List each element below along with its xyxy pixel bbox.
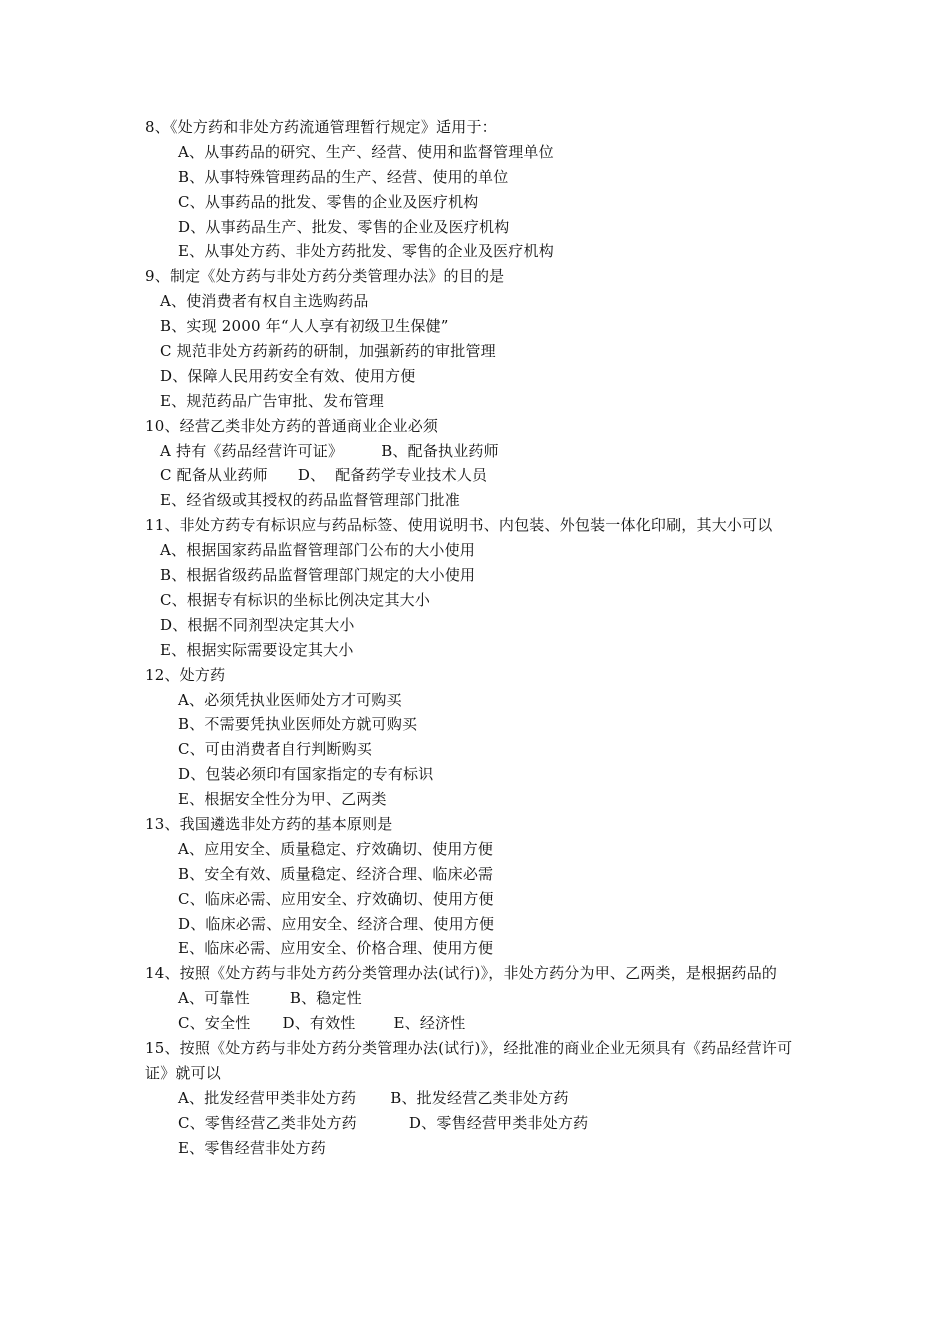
question-10-option-c: C 配备从业药师 [160, 466, 268, 485]
question-10-options-row-1 [145, 439, 810, 464]
question-12-option-e: E、根据安全性分为甲、乙两类 [178, 790, 387, 809]
question-14-option-a: A、可靠性 [178, 989, 250, 1008]
question-15-option-c: C、零售经营乙类非处方药 [178, 1113, 357, 1132]
question-13-stem: 13、我国遴选非处方药的基本原则是 [145, 814, 393, 833]
question-11-option-d: D、根据不同剂型决定其大小 [160, 615, 355, 634]
question-15-options-row-2 [145, 1111, 810, 1136]
question-10-option-b: B、配备执业药师 [381, 441, 499, 460]
question-11-option-c: C、根据专有标识的坐标比例决定其大小 [160, 590, 431, 609]
question-15-option-b: B、批发经营乙类非处方药 [390, 1088, 569, 1107]
question-14-option-c: C、安全性 [178, 1014, 251, 1033]
question-14-option-e: E、经济性 [393, 1014, 466, 1033]
question-13-option-d: D、临床必需、应用安全、经济合理、使用方便 [178, 914, 495, 933]
question-list [145, 115, 810, 1160]
question-9-option-a: A、使消费者有权自主选购药品 [160, 292, 369, 311]
question-8-option-a: A、从事药品的研究、生产、经营、使用和监督管理单位 [178, 142, 554, 161]
question-11-option-a: A、根据国家药品监督管理部门公布的大小使用 [160, 541, 476, 560]
question-14-options-row-1 [145, 986, 810, 1011]
question-13-option-c: C、临床必需、应用安全、疗效确切、使用方便 [178, 889, 494, 908]
question-15-stem: 15、按照《处方药与非处方药分类管理办法(试行)》，经批准的商业企业无须具有《药品经营许可证》就可以 [145, 1038, 793, 1082]
question-12-option-c: C、可由消费者自行判断购买 [178, 740, 373, 759]
question-14-options-row-2 [145, 1011, 810, 1036]
question-8-option-c: C、从事药品的批发、零售的企业及医疗机构 [178, 192, 479, 211]
question-13-option-e: E、临床必需、应用安全、价格合理、使用方便 [178, 939, 494, 958]
question-14-option-d: D、有效性 [282, 1014, 356, 1033]
question-14-stem: 14、按照《处方药与非处方药分类管理办法(试行)》，非处方药分为甲、乙两类，是根据药品的 [145, 964, 778, 983]
question-10-options-row-2 [145, 463, 810, 488]
question-11-stem: 11、非处方药专有标识应与药品标签、使用说明书、内包装、外包装一体化印刷，其大小可以 [145, 516, 773, 535]
question-8-option-d: D、从事药品生产、批发、零售的企业及医疗机构 [178, 217, 510, 236]
question-15-options-row-1 [145, 1086, 810, 1111]
question-15-option-a: A、批发经营甲类非处方药 [178, 1088, 357, 1107]
question-10-stem: 10、经营乙类非处方药的普通商业企业必须 [145, 416, 439, 435]
question-10-option-d: D、 配备药学专业技术人员 [297, 466, 488, 485]
question-10-option-a: A 持有《药品经营许可证》 [160, 441, 344, 460]
question-12-option-d: D、包装必须印有国家指定的专有标识 [178, 765, 434, 784]
question-15-option-e: E、零售经营非处方药 [178, 1138, 326, 1157]
question-13-option-b: B、安全有效、质量稳定、经济合理、临床必需 [178, 864, 494, 883]
question-9-option-d: D、保障人民用药安全有效、使用方便 [160, 366, 416, 385]
question-11-option-e: E、根据实际需要设定其大小 [160, 640, 354, 659]
question-9-option-c: C 规范非处方药新药的研制，加强新药的审批管理 [160, 342, 496, 361]
question-14-option-b: B、稳定性 [289, 989, 362, 1008]
question-12-stem: 12、处方药 [145, 665, 226, 684]
question-8-option-b: B、从事特殊管理药品的生产、经营、使用的单位 [178, 167, 509, 186]
question-12-option-a: A、必须凭执业医师处方才可购买 [178, 690, 402, 709]
question-11-option-b: B、根据省级药品监督管理部门规定的大小使用 [160, 566, 476, 585]
question-15-option-d: D、零售经营甲类非处方药 [408, 1113, 589, 1132]
question-9-stem: 9、制定《处方药与非处方药分类管理办法》的目的是 [145, 267, 505, 286]
question-12-option-b: B、不需要凭执业医师处方就可购买 [178, 715, 418, 734]
question-9-option-b: B、实现 2000 年“人人享有初级卫生保健” [160, 317, 449, 336]
question-13-option-a: A、应用安全、质量稳定、疗效确切、使用方便 [178, 839, 494, 858]
question-9-option-e: E、规范药品广告审批、发布管理 [160, 391, 384, 410]
question-8-option-e: E、从事处方药、非处方药批发、零售的企业及医疗机构 [178, 242, 554, 261]
question-10-option-e: E、经省级或其授权的药品监督管理部门批准 [160, 491, 460, 510]
question-8-stem: 8、《处方药和非处方药流通管理暂行规定》适用于： [145, 118, 497, 136]
